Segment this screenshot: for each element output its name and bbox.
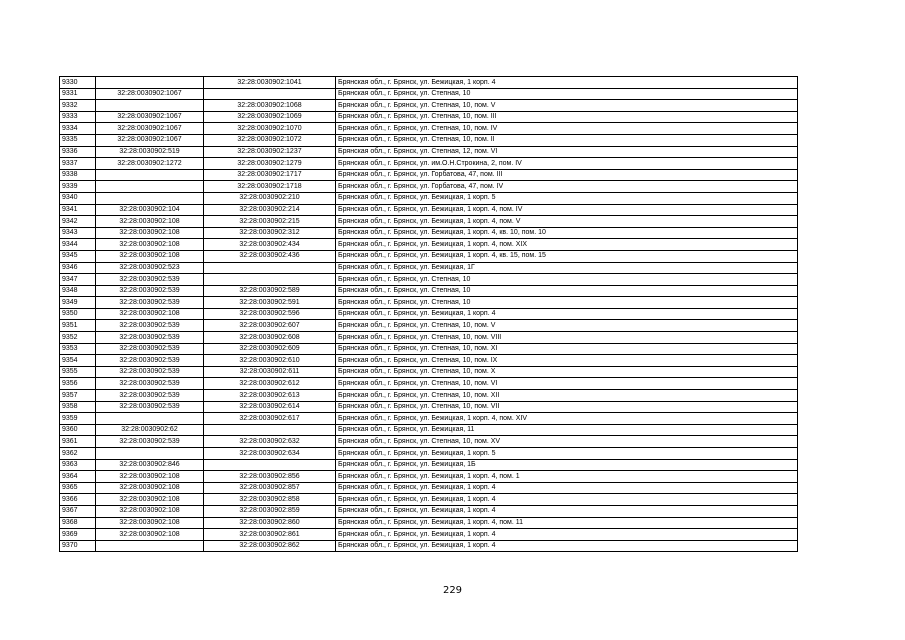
row-number-cell: 9360 xyxy=(60,424,96,436)
parent-cadastral-number-cell: 32:28:0030902:519 xyxy=(96,146,204,158)
address-cell: Брянская обл., г. Брянск, ул. Бежицкая, 1 корп. 4 xyxy=(336,482,798,494)
parent-cadastral-number-cell: 32:28:0030902:539 xyxy=(96,378,204,390)
cadastral-number-cell: 32:28:0030902:596 xyxy=(204,308,336,320)
address-cell: Брянская обл., г. Брянск, ул. Степная, 10, пом. II xyxy=(336,134,798,146)
cadastral-number-cell: 32:28:0030902:858 xyxy=(204,494,336,506)
cadastral-number-cell: 32:28:0030902:611 xyxy=(204,366,336,378)
table-row xyxy=(60,355,798,367)
cadastral-number-cell: 32:28:0030902:434 xyxy=(204,239,336,251)
table-row xyxy=(60,239,798,251)
table-row xyxy=(60,88,798,100)
table-row xyxy=(60,77,798,89)
address-cell: Брянская обл., г. Брянск, ул. Степная, 10 xyxy=(336,297,798,309)
address-cell: Брянская обл., г. Брянск, ул. Степная, 10, пом. IX xyxy=(336,355,798,367)
address-cell: Брянская обл., г. Брянск, ул. Бежицкая, 1 корп. 5 xyxy=(336,192,798,204)
row-number-cell: 9340 xyxy=(60,192,96,204)
cadastral-number-cell: 32:28:0030902:1072 xyxy=(204,134,336,146)
parent-cadastral-number-cell: 32:28:0030902:539 xyxy=(96,390,204,402)
parent-cadastral-number-cell: 32:28:0030902:108 xyxy=(96,216,204,228)
parent-cadastral-number-cell: 32:28:0030902:108 xyxy=(96,529,204,541)
parent-cadastral-number-cell: 32:28:0030902:1067 xyxy=(96,111,204,123)
address-cell: Брянская обл., г. Брянск, ул. Степная, 10, пом. V xyxy=(336,320,798,332)
address-cell: Брянская обл., г. Брянск, ул. Бежицкая, 1 корп. 4 xyxy=(336,505,798,517)
cadastral-number-cell: 32:28:0030902:859 xyxy=(204,505,336,517)
cadastral-number-cell: 32:28:0030902:1279 xyxy=(204,158,336,170)
cadastral-number-cell: 32:28:0030902:632 xyxy=(204,436,336,448)
parent-cadastral-number-cell: 32:28:0030902:104 xyxy=(96,204,204,216)
table-row xyxy=(60,111,798,123)
parent-cadastral-number-cell xyxy=(96,169,204,181)
address-cell: Брянская обл., г. Брянск, ул. Степная, 10 xyxy=(336,274,798,286)
address-cell: Брянская обл., г. Брянск, ул. им.О.Н.Строкина, 2, пом. IV xyxy=(336,158,798,170)
table-row xyxy=(60,471,798,483)
cadastral-number-cell: 32:28:0030902:860 xyxy=(204,517,336,529)
address-cell: Брянская обл., г. Брянск, ул. Степная, 10, пом. XII xyxy=(336,390,798,402)
table-row xyxy=(60,494,798,506)
table-row xyxy=(60,169,798,181)
table-row xyxy=(60,146,798,158)
parent-cadastral-number-cell: 32:28:0030902:523 xyxy=(96,262,204,274)
table-row xyxy=(60,390,798,402)
cadastral-number-cell: 32:28:0030902:215 xyxy=(204,216,336,228)
row-number-cell: 9333 xyxy=(60,111,96,123)
table-row xyxy=(60,216,798,228)
cadastral-number-cell: 32:28:0030902:612 xyxy=(204,378,336,390)
parent-cadastral-number-cell xyxy=(96,413,204,425)
cadastral-number-cell: 32:28:0030902:634 xyxy=(204,448,336,460)
parent-cadastral-number-cell: 32:28:0030902:1272 xyxy=(96,158,204,170)
cadastral-number-cell: 32:28:0030902:861 xyxy=(204,529,336,541)
cadastral-number-cell: 32:28:0030902:607 xyxy=(204,320,336,332)
table-row xyxy=(60,262,798,274)
table-row xyxy=(60,366,798,378)
table-row xyxy=(60,227,798,239)
address-cell: Брянская обл., г. Брянск, ул. Бежицкая, 1 корп. 4 xyxy=(336,308,798,320)
table-row xyxy=(60,285,798,297)
row-number-cell: 9355 xyxy=(60,366,96,378)
table-row xyxy=(60,332,798,344)
row-number-cell: 9369 xyxy=(60,529,96,541)
table-row xyxy=(60,100,798,112)
table-row xyxy=(60,204,798,216)
cadastral-number-cell: 32:28:0030902:1237 xyxy=(204,146,336,158)
cadastral-number-cell: 32:28:0030902:589 xyxy=(204,285,336,297)
row-number-cell: 9368 xyxy=(60,517,96,529)
cadastral-number-cell: 32:28:0030902:610 xyxy=(204,355,336,367)
cadastral-number-cell: 32:28:0030902:1068 xyxy=(204,100,336,112)
row-number-cell: 9338 xyxy=(60,169,96,181)
cadastral-number-cell: 32:28:0030902:856 xyxy=(204,471,336,483)
address-cell: Брянская обл., г. Брянск, ул. Бежицкая, 1 корп. 4, кв. 15, пом. 15 xyxy=(336,250,798,262)
address-cell: Брянская обл., г. Брянск, ул. Степная, 10, пом. X xyxy=(336,366,798,378)
row-number-cell: 9330 xyxy=(60,77,96,89)
registry-table-body xyxy=(60,77,798,552)
address-cell: Брянская обл., г. Брянск, ул. Бежицкая, 11 xyxy=(336,424,798,436)
table-row xyxy=(60,413,798,425)
row-number-cell: 9331 xyxy=(60,88,96,100)
cadastral-number-cell xyxy=(204,424,336,436)
address-cell: Брянская обл., г. Брянск, ул. Бежицкая, 1 корп. 4 xyxy=(336,540,798,552)
cadastral-number-cell: 32:28:0030902:862 xyxy=(204,540,336,552)
table-row xyxy=(60,123,798,135)
parent-cadastral-number-cell: 32:28:0030902:846 xyxy=(96,459,204,471)
row-number-cell: 9350 xyxy=(60,308,96,320)
address-cell: Брянская обл., г. Брянск, ул. Бежицкая, 1 корп. 4, кв. 10, пом. 10 xyxy=(336,227,798,239)
row-number-cell: 9346 xyxy=(60,262,96,274)
parent-cadastral-number-cell: 32:28:0030902:1067 xyxy=(96,123,204,135)
parent-cadastral-number-cell: 32:28:0030902:108 xyxy=(96,239,204,251)
address-cell: Брянская обл., г. Брянск, ул. Степная, 10, пом. V xyxy=(336,100,798,112)
table-row xyxy=(60,158,798,170)
table-row xyxy=(60,482,798,494)
parent-cadastral-number-cell: 32:28:0030902:539 xyxy=(96,436,204,448)
row-number-cell: 9348 xyxy=(60,285,96,297)
parent-cadastral-number-cell: 32:28:0030902:108 xyxy=(96,471,204,483)
address-cell: Брянская обл., г. Брянск, ул. Степная, 10, пом. IV xyxy=(336,123,798,135)
row-number-cell: 9366 xyxy=(60,494,96,506)
address-cell: Брянская обл., г. Брянск, ул. Бежицкая, 1 корп. 4, пом. XIX xyxy=(336,239,798,251)
row-number-cell: 9339 xyxy=(60,181,96,193)
table-row xyxy=(60,540,798,552)
row-number-cell: 9358 xyxy=(60,401,96,413)
table-row xyxy=(60,274,798,286)
cadastral-number-cell: 32:28:0030902:1718 xyxy=(204,181,336,193)
table-row xyxy=(60,424,798,436)
parent-cadastral-number-cell: 32:28:0030902:108 xyxy=(96,505,204,517)
address-cell: Брянская обл., г. Брянск, ул. Бежицкая, 1 корп. 4 xyxy=(336,529,798,541)
row-number-cell: 9347 xyxy=(60,274,96,286)
cadastral-number-cell: 32:28:0030902:613 xyxy=(204,390,336,402)
parent-cadastral-number-cell xyxy=(96,77,204,89)
table-row xyxy=(60,181,798,193)
address-cell: Брянская обл., г. Брянск, ул. Бежицкая, 1 корп. 4, пом. 11 xyxy=(336,517,798,529)
table-row xyxy=(60,448,798,460)
address-cell: Брянская обл., г. Брянск, ул. Степная, 12, пом. VI xyxy=(336,146,798,158)
table-row xyxy=(60,192,798,204)
address-cell: Брянская обл., г. Брянск, ул. Бежицкая, 1 корп. 4, пом. XIV xyxy=(336,413,798,425)
row-number-cell: 9336 xyxy=(60,146,96,158)
cadastral-number-cell: 32:28:0030902:1069 xyxy=(204,111,336,123)
table-row xyxy=(60,401,798,413)
address-cell: Брянская обл., г. Брянск, ул. Бежицкая, 1 корп. 4, пом. V xyxy=(336,216,798,228)
parent-cadastral-number-cell: 32:28:0030902:539 xyxy=(96,297,204,309)
table-row xyxy=(60,297,798,309)
table-row xyxy=(60,529,798,541)
row-number-cell: 9345 xyxy=(60,250,96,262)
row-number-cell: 9335 xyxy=(60,134,96,146)
row-number-cell: 9352 xyxy=(60,332,96,344)
row-number-cell: 9349 xyxy=(60,297,96,309)
address-cell: Брянская обл., г. Брянск, ул. Степная, 10 xyxy=(336,88,798,100)
parent-cadastral-number-cell: 32:28:0030902:539 xyxy=(96,366,204,378)
table-row xyxy=(60,517,798,529)
parent-cadastral-number-cell: 32:28:0030902:1067 xyxy=(96,134,204,146)
parent-cadastral-number-cell: 32:28:0030902:539 xyxy=(96,355,204,367)
row-number-cell: 9359 xyxy=(60,413,96,425)
row-number-cell: 9362 xyxy=(60,448,96,460)
row-number-cell: 9332 xyxy=(60,100,96,112)
address-cell: Брянская обл., г. Брянск, ул. Бежицкая, 1Г xyxy=(336,262,798,274)
row-number-cell: 9363 xyxy=(60,459,96,471)
address-cell: Брянская обл., г. Брянск, ул. Степная, 10 xyxy=(336,285,798,297)
cadastral-number-cell: 32:28:0030902:609 xyxy=(204,343,336,355)
row-number-cell: 9365 xyxy=(60,482,96,494)
table-row xyxy=(60,459,798,471)
row-number-cell: 9367 xyxy=(60,505,96,517)
cadastral-number-cell: 32:28:0030902:210 xyxy=(204,192,336,204)
page-number: 229 xyxy=(442,585,463,596)
table-row xyxy=(60,250,798,262)
address-cell: Брянская обл., г. Брянск, ул. Степная, 10, пом. XI xyxy=(336,343,798,355)
row-number-cell: 9344 xyxy=(60,239,96,251)
row-number-cell: 9354 xyxy=(60,355,96,367)
address-cell: Брянская обл., г. Брянск, ул. Горбатова, 47, пом. III xyxy=(336,169,798,181)
table-row xyxy=(60,343,798,355)
cadastral-number-cell: 32:28:0030902:591 xyxy=(204,297,336,309)
address-cell: Брянская обл., г. Брянск, ул. Бежицкая, 1 корп. 4 xyxy=(336,494,798,506)
cadastral-number-cell: 32:28:0030902:1717 xyxy=(204,169,336,181)
table-row xyxy=(60,505,798,517)
address-cell: Брянская обл., г. Брянск, ул. Бежицкая, 1 корп. 5 xyxy=(336,448,798,460)
table-row xyxy=(60,378,798,390)
address-cell: Брянская обл., г. Брянск, ул. Бежицкая, 1 корп. 4, пом. IV xyxy=(336,204,798,216)
address-cell: Брянская обл., г. Брянск, ул. Бежицкая, 1Б xyxy=(336,459,798,471)
address-cell: Брянская обл., г. Брянск, ул. Степная, 10, пом. VII xyxy=(336,401,798,413)
parent-cadastral-number-cell: 32:28:0030902:539 xyxy=(96,274,204,286)
parent-cadastral-number-cell: 32:28:0030902:539 xyxy=(96,285,204,297)
cadastral-number-cell: 32:28:0030902:608 xyxy=(204,332,336,344)
row-number-cell: 9351 xyxy=(60,320,96,332)
address-cell: Брянская обл., г. Брянск, ул. Степная, 10, пом. VI xyxy=(336,378,798,390)
cadastral-number-cell: 32:28:0030902:312 xyxy=(204,227,336,239)
parent-cadastral-number-cell: 32:28:0030902:539 xyxy=(96,401,204,413)
row-number-cell: 9343 xyxy=(60,227,96,239)
cadastral-number-cell: 32:28:0030902:857 xyxy=(204,482,336,494)
cadastral-number-cell: 32:28:0030902:1041 xyxy=(204,77,336,89)
table-row xyxy=(60,436,798,448)
property-registry-table xyxy=(59,76,798,552)
cadastral-number-cell xyxy=(204,459,336,471)
address-cell: Брянская обл., г. Брянск, ул. Степная, 10, пом. VIII xyxy=(336,332,798,344)
cadastral-number-cell: 32:28:0030902:436 xyxy=(204,250,336,262)
cadastral-number-cell: 32:28:0030902:1070 xyxy=(204,123,336,135)
parent-cadastral-number-cell: 32:28:0030902:1067 xyxy=(96,88,204,100)
cadastral-number-cell: 32:28:0030902:214 xyxy=(204,204,336,216)
row-number-cell: 9353 xyxy=(60,343,96,355)
parent-cadastral-number-cell: 32:28:0030902:62 xyxy=(96,424,204,436)
parent-cadastral-number-cell xyxy=(96,540,204,552)
row-number-cell: 9361 xyxy=(60,436,96,448)
parent-cadastral-number-cell: 32:28:0030902:108 xyxy=(96,250,204,262)
table-row xyxy=(60,134,798,146)
table-row xyxy=(60,308,798,320)
cadastral-number-cell xyxy=(204,274,336,286)
cadastral-number-cell xyxy=(204,262,336,274)
address-cell: Брянская обл., г. Брянск, ул. Горбатова, 47, пом. IV xyxy=(336,181,798,193)
row-number-cell: 9341 xyxy=(60,204,96,216)
row-number-cell: 9357 xyxy=(60,390,96,402)
parent-cadastral-number-cell: 32:28:0030902:539 xyxy=(96,343,204,355)
parent-cadastral-number-cell xyxy=(96,448,204,460)
parent-cadastral-number-cell: 32:28:0030902:108 xyxy=(96,517,204,529)
parent-cadastral-number-cell: 32:28:0030902:539 xyxy=(96,332,204,344)
row-number-cell: 9364 xyxy=(60,471,96,483)
parent-cadastral-number-cell: 32:28:0030902:539 xyxy=(96,320,204,332)
parent-cadastral-number-cell: 32:28:0030902:108 xyxy=(96,494,204,506)
cadastral-number-cell xyxy=(204,88,336,100)
cadastral-number-cell: 32:28:0030902:617 xyxy=(204,413,336,425)
address-cell: Брянская обл., г. Брянск, ул. Степная, 10, пом. III xyxy=(336,111,798,123)
table-row xyxy=(60,320,798,332)
address-cell: Брянская обл., г. Брянск, ул. Бежицкая, 1 корп. 4, пом. 1 xyxy=(336,471,798,483)
parent-cadastral-number-cell: 32:28:0030902:108 xyxy=(96,227,204,239)
row-number-cell: 9356 xyxy=(60,378,96,390)
address-cell: Брянская обл., г. Брянск, ул. Бежицкая, 1 корп. 4 xyxy=(336,77,798,89)
parent-cadastral-number-cell: 32:28:0030902:108 xyxy=(96,482,204,494)
address-cell: Брянская обл., г. Брянск, ул. Степная, 10, пом. XV xyxy=(336,436,798,448)
cadastral-number-cell: 32:28:0030902:614 xyxy=(204,401,336,413)
row-number-cell: 9334 xyxy=(60,123,96,135)
parent-cadastral-number-cell xyxy=(96,100,204,112)
row-number-cell: 9370 xyxy=(60,540,96,552)
row-number-cell: 9337 xyxy=(60,158,96,170)
parent-cadastral-number-cell xyxy=(96,192,204,204)
parent-cadastral-number-cell xyxy=(96,181,204,193)
row-number-cell: 9342 xyxy=(60,216,96,228)
parent-cadastral-number-cell: 32:28:0030902:108 xyxy=(96,308,204,320)
